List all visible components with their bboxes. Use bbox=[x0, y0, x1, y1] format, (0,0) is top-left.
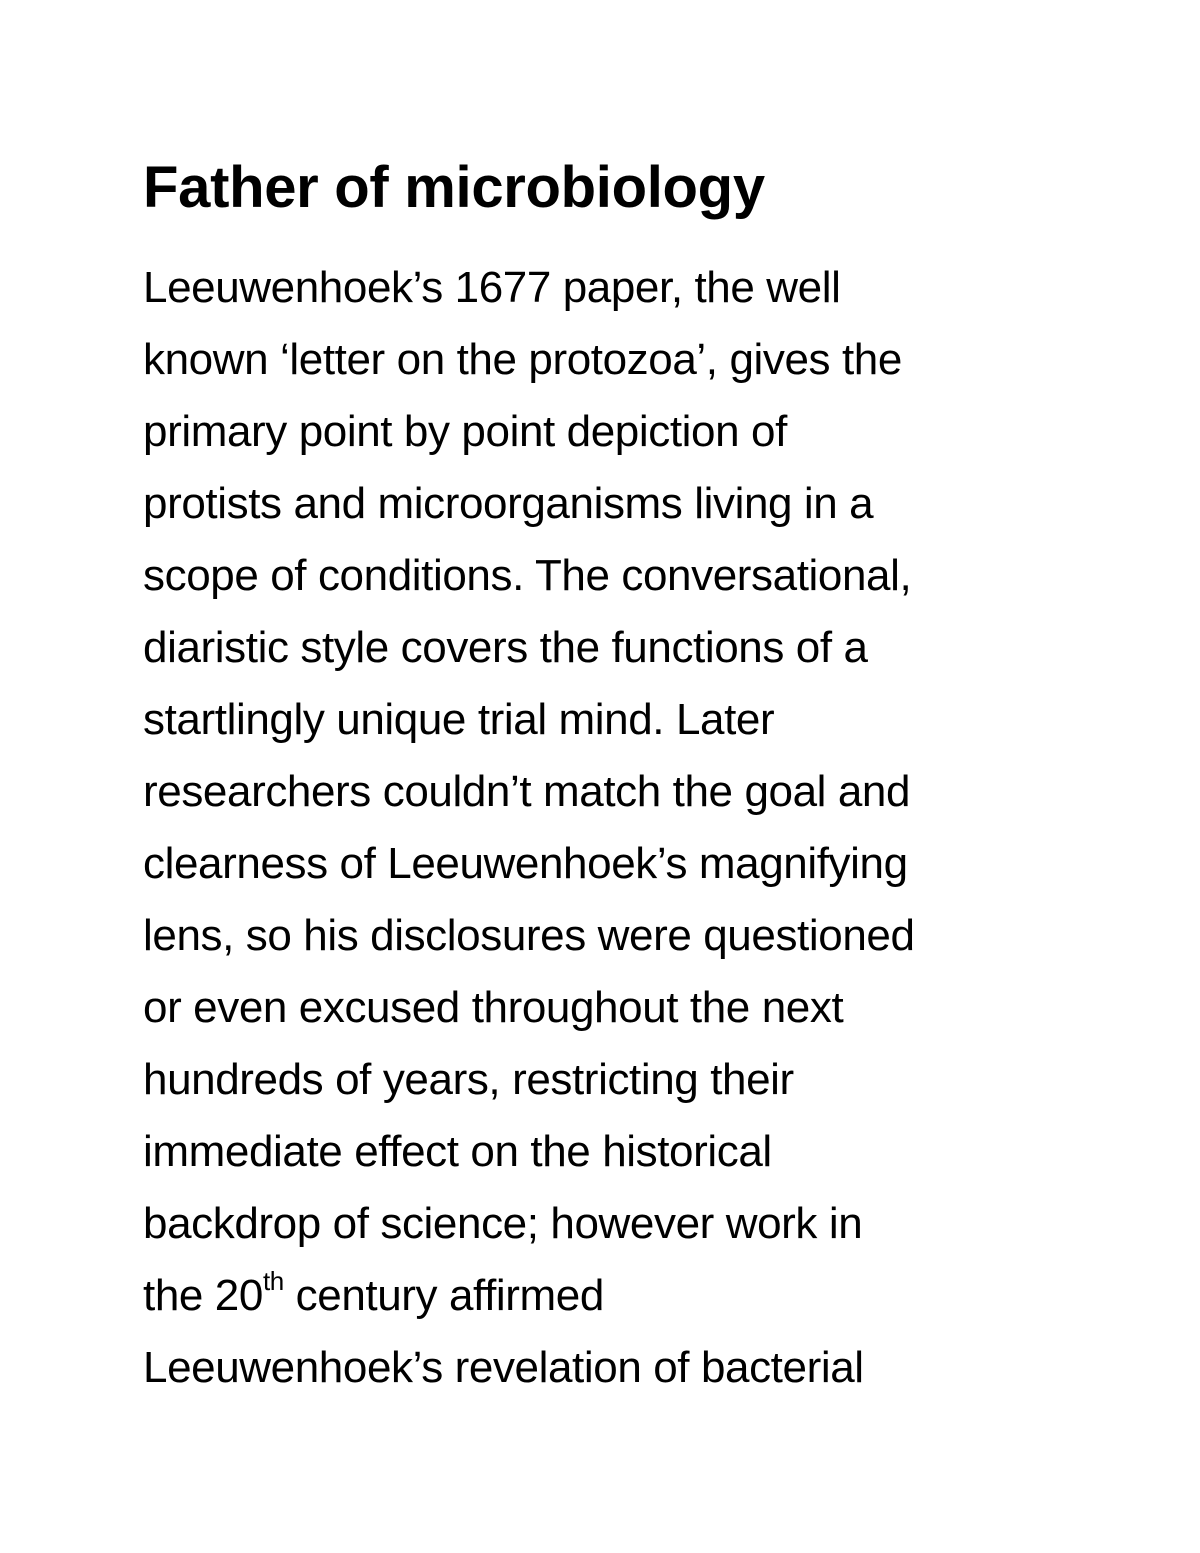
text-line: researchers couldn’t match the goal and bbox=[143, 767, 911, 816]
text-line: scope of conditions. The conversational, bbox=[143, 551, 912, 600]
line-text-before: the 20 bbox=[143, 1271, 263, 1320]
text-line: Leeuwenhoek’s 1677 paper, the well bbox=[143, 263, 841, 312]
text-line: diaristic style covers the functions of a bbox=[143, 623, 868, 672]
text-line: lens, so his disclosures were questioned bbox=[143, 911, 915, 960]
text-line: immediate effect on the historical bbox=[143, 1127, 772, 1176]
text-line: Leeuwenhoek’s revelation of bacterial bbox=[143, 1343, 864, 1392]
text-line-with-superscript bbox=[143, 1260, 1103, 1332]
body-paragraph bbox=[143, 252, 1103, 1404]
text-line: hundreds of years, restricting their bbox=[143, 1055, 794, 1104]
line-text-after: century affirmed bbox=[283, 1271, 604, 1320]
text-line: clearness of Leeuwenhoek’s magnifying bbox=[143, 839, 908, 888]
text-line: known ‘letter on the protozoa’, gives the bbox=[143, 335, 902, 384]
text-line: or even excused throughout the next bbox=[143, 983, 844, 1032]
text-line: primary point by point depiction of bbox=[143, 407, 787, 456]
text-line: backdrop of science; however work in bbox=[143, 1199, 863, 1248]
ordinal-superscript: th bbox=[262, 1266, 284, 1296]
text-line: startlingly unique trial mind. Later bbox=[143, 695, 775, 744]
page-title: Father of microbiology bbox=[143, 155, 765, 220]
text-line: protists and microorganisms living in a bbox=[143, 479, 874, 528]
